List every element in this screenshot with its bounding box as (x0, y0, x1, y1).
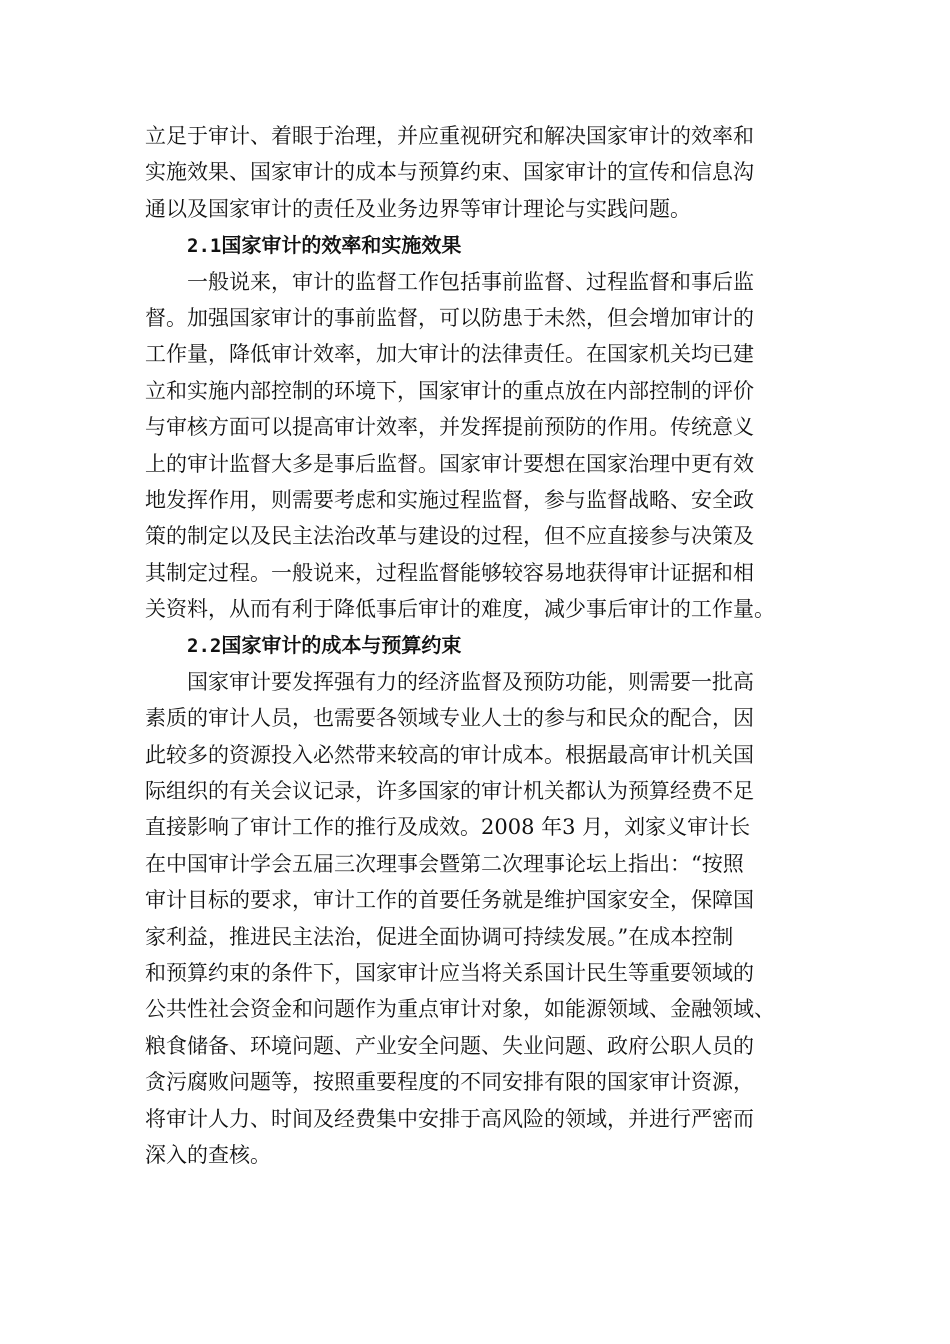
text-line: 此较多的资源投入必然带来较高的审计成本。根据最高审计机关国 (145, 742, 754, 767)
text-line: 工作量，降低审计效率，加大审计的法律责任。在国家机关均已建 (145, 342, 754, 367)
text-line: 和预算约束的条件下，国家审计应当将关系国计民生等重要领域的 (145, 960, 754, 985)
section-heading-2-2 (145, 627, 805, 663)
text-line: 督。加强国家审计的事前监督，可以防患于未然，但会增加审计的 (145, 305, 754, 330)
text-line: 将审计人力、时间及经费集中安排于高风险的领域，并进行严密而 (145, 1106, 754, 1131)
document-body (145, 118, 805, 1173)
text-line: 与审核方面可以提高审计效率，并发挥提前预防的作用。传统意义 (145, 415, 754, 440)
text-line: 国家审计要发挥强有力的经济监督及预防功能，则需要一批高 (187, 669, 754, 694)
section-number: 2.1 (187, 235, 222, 258)
text-line: 公共性社会资金和问题作为重点审计对象，如能源领域、金融领域、 (145, 997, 775, 1022)
text-line: 在中国审计学会五届三次理事会暨第二次理事论坛上指出：“按照 (145, 851, 744, 876)
text-line: 家利益，推进民主法治，促进全面协调可持续发展。”在成本控制 (145, 924, 734, 949)
text-line: 其制定过程。一般说来，过程监督能够较容易地获得审计证据和相 (145, 560, 754, 585)
text-line: 粮食储备、环境问题、产业安全问题、失业问题、政府公职人员的 (145, 1033, 754, 1058)
text-line: 地发挥作用，则需要考虑和实施过程监督，参与监督战略、安全政 (145, 487, 754, 512)
section-heading-2-1 (145, 227, 805, 263)
text-line: 深入的查核。 (145, 1142, 271, 1167)
text-line: 际组织的有关会议记录，许多国家的审计机关都认为预算经费不足 (145, 779, 754, 804)
text-line: 一般说来，审计的监督工作包括事前监督、过程监督和事后监 (187, 269, 754, 294)
text-line: 实施效果、国家审计的成本与预算约束、国家审计的宣传和信息沟 (145, 160, 754, 185)
text-line: 审计目标的要求，审计工作的首要任务就是维护国家安全，保障国 (145, 888, 754, 913)
text-line: 贪污腐败问题等，按照重要程度的不同安排有限的国家审计资源， (145, 1070, 754, 1095)
paragraph-efficiency (145, 264, 805, 628)
paragraph-intro (145, 118, 805, 227)
text-line: 素质的审计人员，也需要各领域专业人士的参与和民众的配合，因 (145, 706, 754, 731)
text-line: 立和实施内部控制的环境下，国家审计的重点放在内部控制的评价 (145, 378, 754, 403)
text-line: 直接影响了审计工作的推行及成效。2008 年3 月，刘家义审计长 (145, 815, 751, 840)
text-line: 通以及国家审计的责任及业务边界等审计理论与实践问题。 (145, 196, 691, 221)
text-line: 立足于审计、着眼于治理，并应重视研究和解决国家审计的效率和 (145, 124, 754, 148)
section-title: 国家审计的效率和实施效果 (221, 233, 462, 258)
text-line: 关资料，从而有利于降低事后审计的难度，减少事后审计的工作量。 (145, 597, 775, 622)
section-title: 国家审计的成本与预算约束 (221, 633, 462, 658)
paragraph-cost-budget (145, 664, 805, 1173)
section-number: 2.2 (187, 635, 222, 658)
text-line: 策的制定以及民主法治改革与建设的过程，但不应直接参与决策及 (145, 524, 754, 549)
text-line: 上的审计监督大多是事后监督。国家审计要想在国家治理中更有效 (145, 451, 754, 476)
